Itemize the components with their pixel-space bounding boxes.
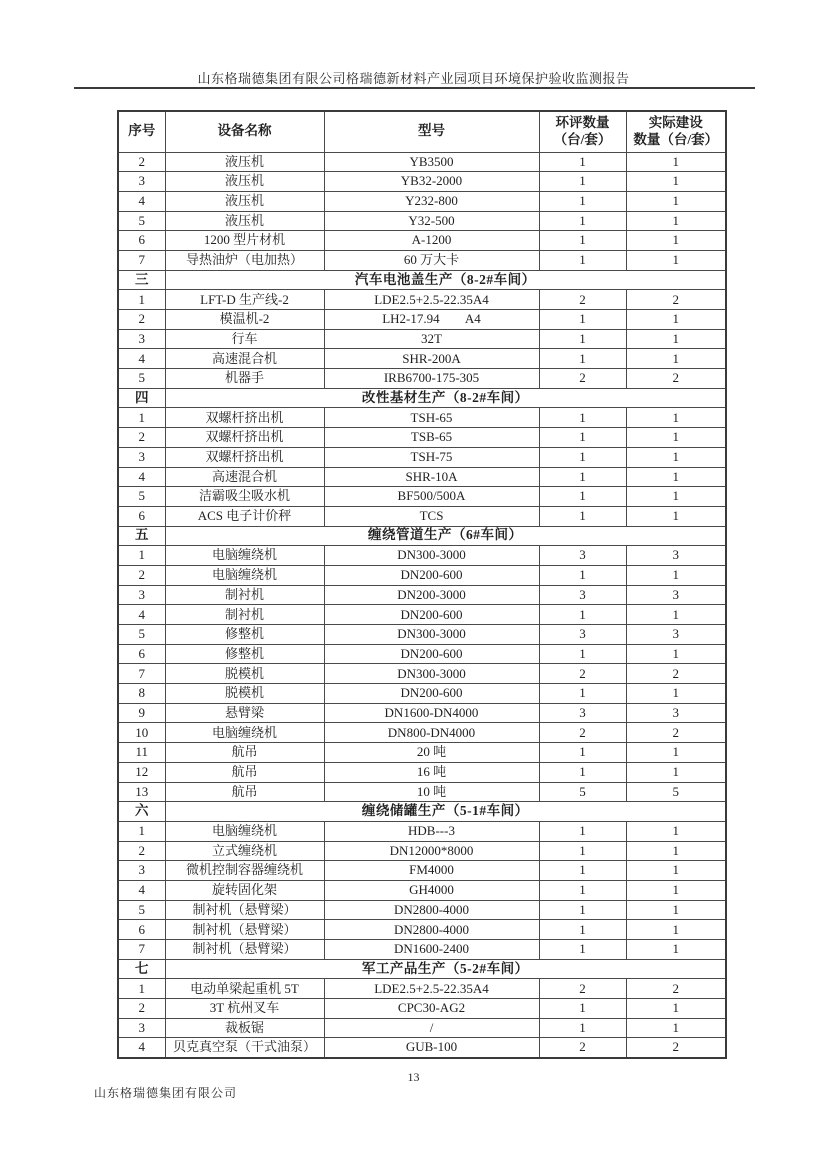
row-number-cell: 1 <box>118 821 165 841</box>
model-cell: DN200-600 <box>324 684 539 704</box>
equipment-name-cell: 电动单梁起重机 5T <box>165 979 324 999</box>
section-title-cell: 缠绕管道生产（6#车间） <box>165 526 726 546</box>
actual-quantity-cell: 1 <box>626 152 726 172</box>
model-cell: GUB-100 <box>324 1038 539 1058</box>
row-number-cell: 4 <box>118 880 165 900</box>
equipment-name-cell: 立式缠绕机 <box>165 841 324 861</box>
equipment-name-cell: 脱模机 <box>165 684 324 704</box>
row-number-cell: 7 <box>118 940 165 960</box>
equipment-name-cell: 制衬机 <box>165 585 324 605</box>
actual-quantity-cell: 1 <box>626 861 726 881</box>
actual-quantity-cell: 1 <box>626 684 726 704</box>
actual-quantity-cell: 1 <box>626 211 726 231</box>
eia-quantity-cell: 2 <box>539 723 626 743</box>
equipment-name-cell: 电脑缠绕机 <box>165 821 324 841</box>
model-cell: TCS <box>324 506 539 526</box>
actual-quantity-cell: 1 <box>626 743 726 763</box>
table-header-row <box>118 111 726 152</box>
table-row <box>118 447 726 467</box>
eia-quantity-cell: 1 <box>539 821 626 841</box>
eia-quantity-cell: 1 <box>539 644 626 664</box>
equipment-name-cell: 航吊 <box>165 743 324 763</box>
model-cell: DN300-3000 <box>324 625 539 645</box>
model-cell: 20 吨 <box>324 743 539 763</box>
model-cell: DN2800-4000 <box>324 920 539 940</box>
eia-quantity-cell: 1 <box>539 408 626 428</box>
model-cell: IRB6700-175-305 <box>324 369 539 389</box>
table-row <box>118 684 726 704</box>
document-header-title: 山东格瑞德集团有限公司格瑞德新材料产业园项目环境保护验收监测报告 <box>197 71 630 86</box>
equipment-name-cell: 电脑缠绕机 <box>165 546 324 566</box>
actual-quantity-cell: 1 <box>626 310 726 330</box>
row-number-cell: 9 <box>118 703 165 723</box>
equipment-name-cell: 悬臂梁 <box>165 703 324 723</box>
row-number-cell: 3 <box>118 585 165 605</box>
model-cell: 10 吨 <box>324 782 539 802</box>
actual-quantity-cell: 1 <box>626 880 726 900</box>
model-cell: HDB---3 <box>324 821 539 841</box>
model-cell: LH2-17.94 A4 <box>324 310 539 330</box>
row-number-cell: 4 <box>118 349 165 369</box>
model-cell: DN300-3000 <box>324 664 539 684</box>
equipment-name-cell: 3T 杭州叉车 <box>165 999 324 1019</box>
col-header-eia-quantity <box>539 111 626 152</box>
model-cell: FM4000 <box>324 861 539 881</box>
actual-quantity-cell: 1 <box>626 487 726 507</box>
model-cell: LDE2.5+2.5-22.35A4 <box>324 290 539 310</box>
row-number-cell: 2 <box>118 428 165 448</box>
equipment-table <box>117 110 727 1059</box>
table-row <box>118 250 726 270</box>
section-row <box>118 959 726 979</box>
table-row <box>118 231 726 251</box>
equipment-name-cell: LFT-D 生产线-2 <box>165 290 324 310</box>
equipment-name-cell: 制衬机（悬臂梁） <box>165 940 324 960</box>
row-number-cell: 3 <box>118 861 165 881</box>
table-row <box>118 329 726 349</box>
table-row <box>118 290 726 310</box>
section-row <box>118 270 726 290</box>
actual-quantity-cell: 1 <box>626 565 726 585</box>
actual-quantity-cell: 1 <box>626 329 726 349</box>
col-header-actual-quantity-line1: 实际建设 <box>648 114 703 130</box>
equipment-name-cell: 航吊 <box>165 762 324 782</box>
model-cell: 60 万大卡 <box>324 250 539 270</box>
table-row <box>118 506 726 526</box>
eia-quantity-cell: 2 <box>539 979 626 999</box>
model-cell: TSH-65 <box>324 408 539 428</box>
table-row <box>118 841 726 861</box>
row-number-cell: 1 <box>118 546 165 566</box>
table-row <box>118 310 726 330</box>
actual-quantity-cell: 1 <box>626 762 726 782</box>
actual-quantity-cell: 1 <box>626 821 726 841</box>
eia-quantity-cell: 3 <box>539 585 626 605</box>
actual-quantity-cell: 2 <box>626 664 726 684</box>
eia-quantity-cell: 3 <box>539 546 626 566</box>
actual-quantity-cell: 1 <box>626 408 726 428</box>
actual-quantity-cell: 1 <box>626 920 726 940</box>
equipment-name-cell: 旋转固化架 <box>165 880 324 900</box>
page-number: 13 <box>407 1070 420 1084</box>
row-number-cell: 1 <box>118 408 165 428</box>
table-row <box>118 723 726 743</box>
row-number-cell: 3 <box>118 172 165 192</box>
eia-quantity-cell: 1 <box>539 231 626 251</box>
equipment-name-cell: 液压机 <box>165 191 324 211</box>
table-row <box>118 1018 726 1038</box>
model-cell: DN2800-4000 <box>324 900 539 920</box>
table-row <box>118 644 726 664</box>
table-row <box>118 211 726 231</box>
eia-quantity-cell: 2 <box>539 290 626 310</box>
equipment-name-cell: 裁板锯 <box>165 1018 324 1038</box>
actual-quantity-cell: 1 <box>626 900 726 920</box>
col-header-eia-quantity-line1: 环评数量 <box>555 114 610 130</box>
eia-quantity-cell: 1 <box>539 467 626 487</box>
equipment-name-cell: 洁霸吸尘吸水机 <box>165 487 324 507</box>
eia-quantity-cell: 3 <box>539 703 626 723</box>
col-header-model: 型号 <box>324 111 539 152</box>
section-number-cell: 六 <box>118 802 165 822</box>
eia-quantity-cell: 2 <box>539 1038 626 1058</box>
actual-quantity-cell: 1 <box>626 940 726 960</box>
row-number-cell: 11 <box>118 743 165 763</box>
actual-quantity-cell: 2 <box>626 979 726 999</box>
row-number-cell: 6 <box>118 920 165 940</box>
model-cell: SHR-200A <box>324 349 539 369</box>
eia-quantity-cell: 1 <box>539 684 626 704</box>
col-header-actual-quantity <box>626 111 726 152</box>
model-cell: 32T <box>324 329 539 349</box>
actual-quantity-cell: 1 <box>626 605 726 625</box>
section-number-cell: 四 <box>118 388 165 408</box>
model-cell: DN200-600 <box>324 605 539 625</box>
row-number-cell: 4 <box>118 467 165 487</box>
section-title-cell: 缠绕储罐生产（5-1#车间） <box>165 802 726 822</box>
model-cell: DN800-DN4000 <box>324 723 539 743</box>
actual-quantity-cell: 1 <box>626 841 726 861</box>
header-rule <box>74 87 755 89</box>
model-cell: BF500/500A <box>324 487 539 507</box>
table-row <box>118 664 726 684</box>
eia-quantity-cell: 1 <box>539 841 626 861</box>
model-cell: / <box>324 1018 539 1038</box>
table-row <box>118 762 726 782</box>
table-row <box>118 585 726 605</box>
equipment-name-cell: 行车 <box>165 329 324 349</box>
section-title-cell: 汽车电池盖生产（8-2#车间） <box>165 270 726 290</box>
row-number-cell: 6 <box>118 644 165 664</box>
table-row <box>118 349 726 369</box>
eia-quantity-cell: 1 <box>539 506 626 526</box>
eia-quantity-cell: 1 <box>539 920 626 940</box>
row-number-cell: 5 <box>118 625 165 645</box>
table-row <box>118 782 726 802</box>
actual-quantity-cell: 1 <box>626 428 726 448</box>
table-row <box>118 900 726 920</box>
equipment-name-cell: 液压机 <box>165 172 324 192</box>
model-cell: DN12000*8000 <box>324 841 539 861</box>
table-row <box>118 152 726 172</box>
row-number-cell: 3 <box>118 329 165 349</box>
model-cell: YB32-2000 <box>324 172 539 192</box>
model-cell: Y32-500 <box>324 211 539 231</box>
table-row <box>118 880 726 900</box>
row-number-cell: 7 <box>118 664 165 684</box>
eia-quantity-cell: 1 <box>539 743 626 763</box>
section-number-cell: 七 <box>118 959 165 979</box>
table-row <box>118 999 726 1019</box>
actual-quantity-cell: 1 <box>626 447 726 467</box>
eia-quantity-cell: 1 <box>539 762 626 782</box>
row-number-cell: 4 <box>118 605 165 625</box>
model-cell: TSH-75 <box>324 447 539 467</box>
actual-quantity-cell: 2 <box>626 290 726 310</box>
eia-quantity-cell: 1 <box>539 191 626 211</box>
actual-quantity-cell: 2 <box>626 723 726 743</box>
table-row <box>118 1038 726 1058</box>
model-cell: DN200-3000 <box>324 585 539 605</box>
section-title-cell: 改性基材生产（8-2#车间） <box>165 388 726 408</box>
equipment-name-cell: 机器手 <box>165 369 324 389</box>
row-number-cell: 5 <box>118 211 165 231</box>
actual-quantity-cell: 1 <box>626 191 726 211</box>
model-cell: 16 吨 <box>324 762 539 782</box>
model-cell: DN200-600 <box>324 565 539 585</box>
table-row <box>118 940 726 960</box>
actual-quantity-cell: 1 <box>626 644 726 664</box>
row-number-cell: 2 <box>118 999 165 1019</box>
actual-quantity-cell: 3 <box>626 703 726 723</box>
row-number-cell: 1 <box>118 290 165 310</box>
col-header-equipment-name: 设备名称 <box>165 111 324 152</box>
equipment-name-cell: 贝克真空泵（干式油泵） <box>165 1038 324 1058</box>
row-number-cell: 10 <box>118 723 165 743</box>
actual-quantity-cell: 2 <box>626 369 726 389</box>
equipment-name-cell: 微机控制容器缠绕机 <box>165 861 324 881</box>
actual-quantity-cell: 1 <box>626 250 726 270</box>
row-number-cell: 8 <box>118 684 165 704</box>
section-row <box>118 526 726 546</box>
actual-quantity-cell: 2 <box>626 1038 726 1058</box>
table-row <box>118 408 726 428</box>
equipment-name-cell: 双螺杆挤出机 <box>165 408 324 428</box>
eia-quantity-cell: 1 <box>539 152 626 172</box>
row-number-cell: 2 <box>118 565 165 585</box>
equipment-name-cell: 制衬机 <box>165 605 324 625</box>
eia-quantity-cell: 1 <box>539 880 626 900</box>
equipment-name-cell: 双螺杆挤出机 <box>165 447 324 467</box>
model-cell: TSB-65 <box>324 428 539 448</box>
actual-quantity-cell: 5 <box>626 782 726 802</box>
equipment-name-cell: 模温机-2 <box>165 310 324 330</box>
row-number-cell: 4 <box>118 191 165 211</box>
eia-quantity-cell: 2 <box>539 664 626 684</box>
table-row <box>118 625 726 645</box>
table-row <box>118 467 726 487</box>
table-row <box>118 546 726 566</box>
row-number-cell: 7 <box>118 250 165 270</box>
table-row <box>118 703 726 723</box>
row-number-cell: 1 <box>118 979 165 999</box>
model-cell: YB3500 <box>324 152 539 172</box>
eia-quantity-cell: 1 <box>539 999 626 1019</box>
eia-quantity-cell: 1 <box>539 861 626 881</box>
table-row <box>118 565 726 585</box>
table-row <box>118 487 726 507</box>
equipment-name-cell: 电脑缠绕机 <box>165 723 324 743</box>
equipment-name-cell: 制衬机（悬臂梁） <box>165 900 324 920</box>
actual-quantity-cell: 3 <box>626 625 726 645</box>
equipment-name-cell: 制衬机（悬臂梁） <box>165 920 324 940</box>
model-cell: DN1600-DN4000 <box>324 703 539 723</box>
model-cell: A-1200 <box>324 231 539 251</box>
equipment-name-cell: 修整机 <box>165 644 324 664</box>
actual-quantity-cell: 1 <box>626 1018 726 1038</box>
equipment-name-cell: 脱模机 <box>165 664 324 684</box>
actual-quantity-cell: 1 <box>626 506 726 526</box>
equipment-name-cell: 液压机 <box>165 211 324 231</box>
equipment-name-cell: 电脑缠绕机 <box>165 565 324 585</box>
row-number-cell: 2 <box>118 152 165 172</box>
actual-quantity-cell: 3 <box>626 546 726 566</box>
equipment-name-cell: 导热油炉（电加热） <box>165 250 324 270</box>
eia-quantity-cell: 2 <box>539 369 626 389</box>
section-number-cell: 五 <box>118 526 165 546</box>
model-cell: DN1600-2400 <box>324 940 539 960</box>
actual-quantity-cell: 1 <box>626 999 726 1019</box>
model-cell: Y232-800 <box>324 191 539 211</box>
model-cell: SHR-10A <box>324 467 539 487</box>
table-row <box>118 979 726 999</box>
row-number-cell: 12 <box>118 762 165 782</box>
table-row <box>118 861 726 881</box>
section-title-cell: 军工产品生产（5-2#车间） <box>165 959 726 979</box>
actual-quantity-cell: 3 <box>626 585 726 605</box>
table-row <box>118 428 726 448</box>
row-number-cell: 6 <box>118 506 165 526</box>
eia-quantity-cell: 3 <box>539 625 626 645</box>
row-number-cell: 5 <box>118 487 165 507</box>
eia-quantity-cell: 1 <box>539 329 626 349</box>
row-number-cell: 13 <box>118 782 165 802</box>
row-number-cell: 3 <box>118 1018 165 1038</box>
table-row <box>118 191 726 211</box>
table-row <box>118 821 726 841</box>
eia-quantity-cell: 1 <box>539 349 626 369</box>
model-cell: CPC30-AG2 <box>324 999 539 1019</box>
table-row <box>118 369 726 389</box>
section-number-cell: 三 <box>118 270 165 290</box>
eia-quantity-cell: 1 <box>539 428 626 448</box>
col-header-no: 序号 <box>118 111 165 152</box>
eia-quantity-cell: 1 <box>539 565 626 585</box>
eia-quantity-cell: 1 <box>539 447 626 467</box>
equipment-name-cell: 高速混合机 <box>165 349 324 369</box>
eia-quantity-cell: 1 <box>539 1018 626 1038</box>
equipment-name-cell: 液压机 <box>165 152 324 172</box>
equipment-name-cell: 双螺杆挤出机 <box>165 428 324 448</box>
eia-quantity-cell: 1 <box>539 310 626 330</box>
section-row <box>118 388 726 408</box>
footer-company: 山东格瑞德集团有限公司 <box>94 1086 238 1100</box>
section-row <box>118 802 726 822</box>
row-number-cell: 4 <box>118 1038 165 1058</box>
eia-quantity-cell: 5 <box>539 782 626 802</box>
eia-quantity-cell: 1 <box>539 605 626 625</box>
equipment-name-cell: 1200 型片材机 <box>165 231 324 251</box>
eia-quantity-cell: 1 <box>539 211 626 231</box>
col-header-actual-quantity-line2: 数量（台/套） <box>633 131 719 147</box>
eia-quantity-cell: 1 <box>539 940 626 960</box>
row-number-cell: 6 <box>118 231 165 251</box>
row-number-cell: 5 <box>118 369 165 389</box>
model-cell: DN200-600 <box>324 644 539 664</box>
row-number-cell: 2 <box>118 841 165 861</box>
actual-quantity-cell: 1 <box>626 172 726 192</box>
eia-quantity-cell: 1 <box>539 900 626 920</box>
table-row <box>118 172 726 192</box>
row-number-cell: 3 <box>118 447 165 467</box>
actual-quantity-cell: 1 <box>626 349 726 369</box>
row-number-cell: 2 <box>118 310 165 330</box>
equipment-name-cell: 航吊 <box>165 782 324 802</box>
equipment-name-cell: ACS 电子计价秤 <box>165 506 324 526</box>
table-row <box>118 605 726 625</box>
col-header-eia-quantity-line2: （台/套） <box>553 131 612 147</box>
table-row <box>118 920 726 940</box>
actual-quantity-cell: 1 <box>626 231 726 251</box>
model-cell: DN300-3000 <box>324 546 539 566</box>
equipment-name-cell: 高速混合机 <box>165 467 324 487</box>
actual-quantity-cell: 1 <box>626 467 726 487</box>
model-cell: LDE2.5+2.5-22.35A4 <box>324 979 539 999</box>
table-row <box>118 743 726 763</box>
eia-quantity-cell: 1 <box>539 250 626 270</box>
equipment-name-cell: 修整机 <box>165 625 324 645</box>
row-number-cell: 5 <box>118 900 165 920</box>
eia-quantity-cell: 1 <box>539 487 626 507</box>
eia-quantity-cell: 1 <box>539 172 626 192</box>
model-cell: GH4000 <box>324 880 539 900</box>
